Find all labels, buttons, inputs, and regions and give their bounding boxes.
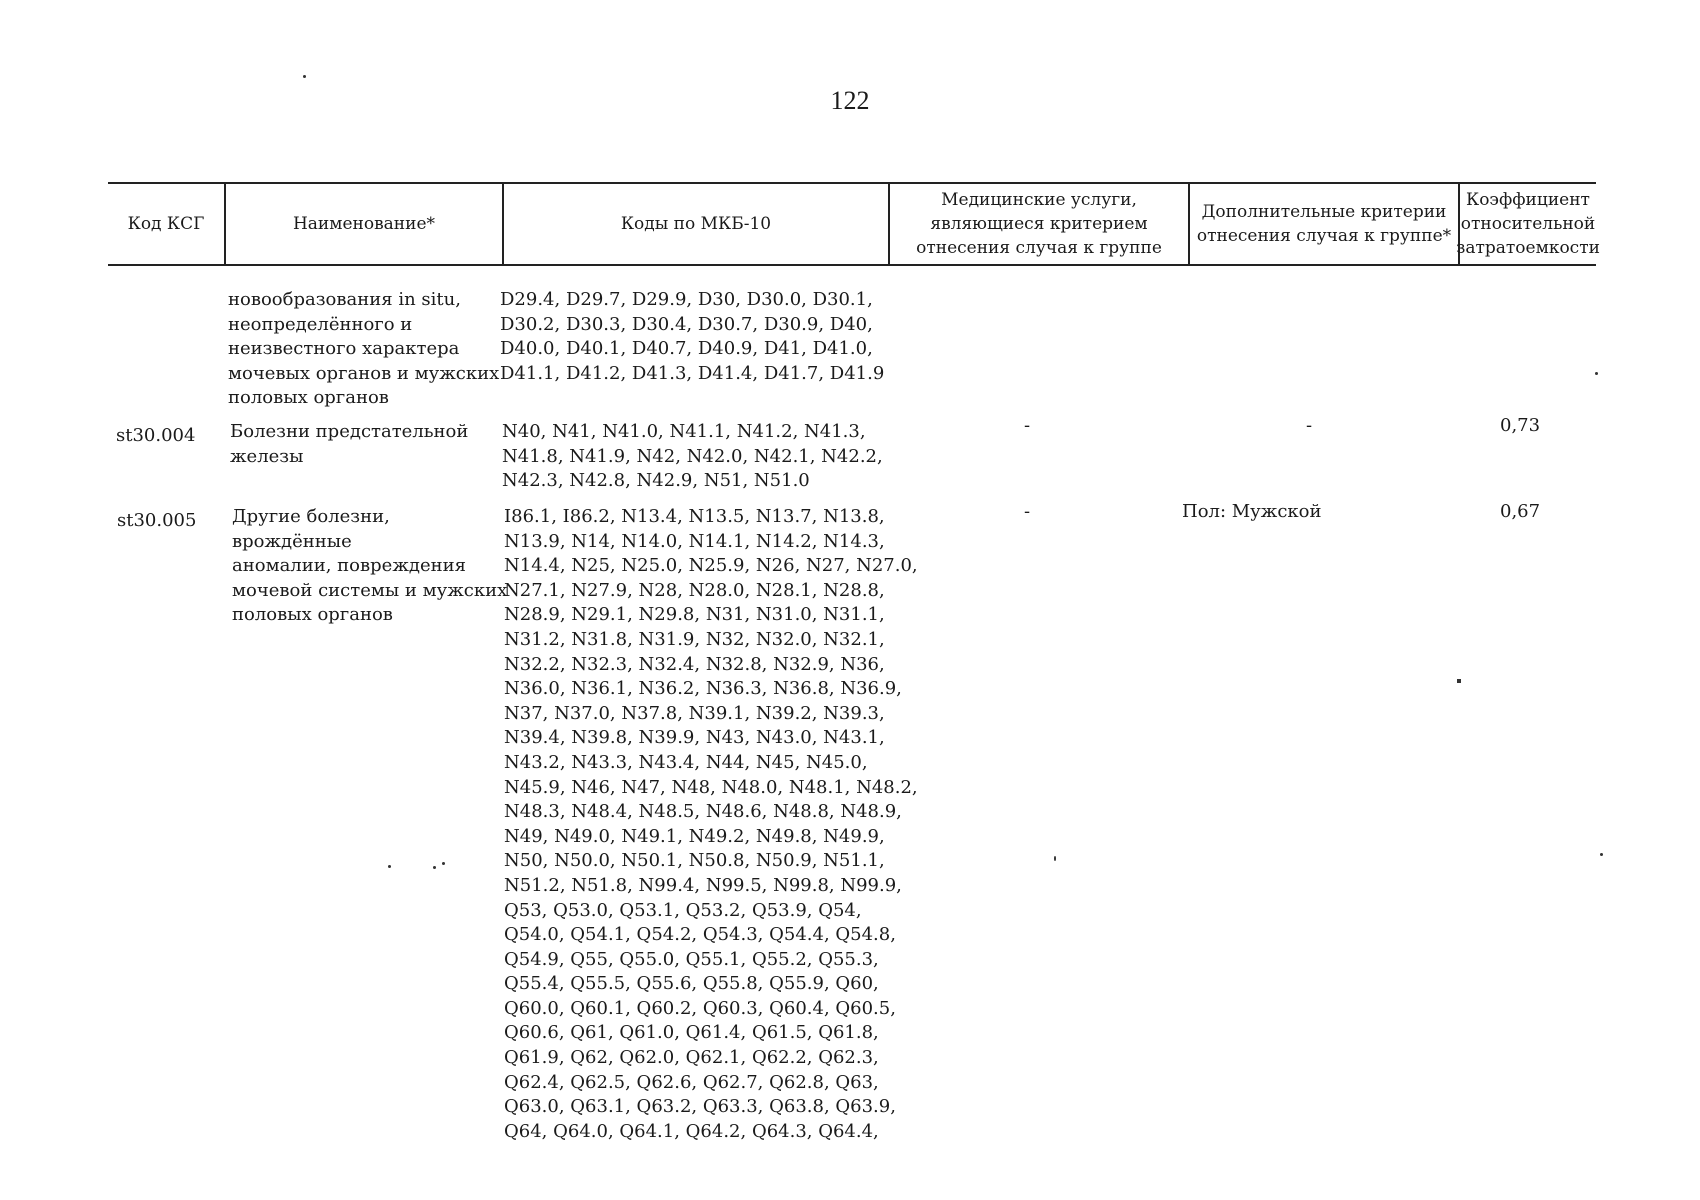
icd-line: N36.0, N36.1, N36.2, N36.3, N36.8, N36.9, (504, 678, 902, 700)
row-services: - (1024, 415, 1031, 436)
scan-speck (442, 862, 445, 865)
row-icd-codes (502, 420, 902, 494)
icd-line: Q54.9, Q55, Q55.0, Q55.1, Q55.2, Q55.3, (504, 948, 879, 970)
scan-speck (1595, 372, 1598, 375)
icd-line: N49, N49.0, N49.1, N49.2, N49.8, N49.9, (504, 825, 885, 847)
header-coefficient: Коэффициент относительной затратоемкости (1456, 190, 1600, 258)
row-code: st30.004 (116, 425, 196, 446)
header-services: Медицинские услуги, являющиеся критерием отнесения случая к группе (916, 190, 1162, 258)
table-header (108, 182, 1600, 266)
icd-line: Q61.9, Q62, Q62.0, Q62.1, Q62.2, Q62.3, (504, 1047, 879, 1069)
row-name (230, 420, 510, 469)
icd-line: N32.2, N32.3, N32.4, N32.8, N32.9, N36, (504, 653, 885, 675)
icd-line: N50, N50.0, N50.1, N50.8, N50.9, N51.1, (504, 850, 885, 872)
icd-line: D29.4, D29.7, D29.9, D30, D30.0, D30.1, (500, 289, 873, 310)
row-criteria: - (1306, 415, 1313, 436)
name-line: мочевых органов и мужских (228, 362, 500, 384)
row-criteria: Пол: Мужской (1182, 501, 1322, 522)
row-icd-codes (504, 505, 918, 1144)
row-icd-codes (500, 288, 900, 386)
icd-line: D41.1, D41.2, D41.3, D41.4, D41.7, D41.9 (500, 362, 885, 384)
icd-line: N39.4, N39.8, N39.9, N43, N43.0, N43.1, (504, 727, 885, 749)
icd-line: D30.2, D30.3, D30.4, D30.7, D30.9, D40, (500, 313, 873, 335)
icd-line: N28.9, N29.1, N29.8, N31, N31.0, N31.1, (504, 604, 885, 626)
page-number: 122 (830, 86, 870, 115)
row-name (232, 505, 512, 628)
scan-speck (433, 866, 436, 869)
icd-line: Q62.4, Q62.5, Q62.6, Q62.7, Q62.8, Q63, (504, 1071, 879, 1093)
name-line: аномалии, повреждения (232, 555, 466, 577)
scan-speck (388, 865, 391, 868)
scan-speck (1600, 853, 1603, 856)
name-line: железы (230, 445, 304, 467)
row-name (228, 288, 508, 411)
icd-line: N40, N41, N41.0, N41.1, N41.2, N41.3, (502, 421, 866, 442)
row-code: st30.005 (117, 510, 197, 531)
header-icd: Коды по МКБ-10 (620, 214, 772, 234)
name-line: неопределённого и (228, 313, 413, 335)
header-name: Наименование* (292, 214, 436, 234)
icd-line: Q64, Q64.0, Q64.1, Q64.2, Q64.3, Q64.4, (504, 1120, 879, 1142)
name-line: мочевой системы и мужских (232, 579, 508, 601)
icd-line: Q63.0, Q63.1, Q63.2, Q63.3, Q63.8, Q63.9, (504, 1096, 896, 1118)
icd-line: I86.1, I86.2, N13.4, N13.5, N13.7, N13.8, (504, 506, 885, 527)
name-line: половых органов (228, 387, 389, 409)
row-coefficient: 0,67 (1500, 501, 1541, 522)
icd-line: N51.2, N51.8, N99.4, N99.5, N99.8, N99.9, (504, 874, 902, 896)
icd-line: N13.9, N14, N14.0, N14.1, N14.2, N14.3, (504, 530, 885, 552)
icd-line: Q53, Q53.0, Q53.1, Q53.2, Q53.9, Q54, (504, 899, 862, 921)
icd-line: N27.1, N27.9, N28, N28.0, N28.1, N28.8, (504, 579, 885, 601)
icd-line: D40.0, D40.1, D40.7, D40.9, D41, D41.0, (500, 338, 873, 360)
icd-line: Q60.6, Q61, Q61.0, Q61.4, Q61.5, Q61.8, (504, 1022, 879, 1044)
row-services: - (1024, 501, 1031, 522)
icd-line: Q60.0, Q60.1, Q60.2, Q60.3, Q60.4, Q60.5, (504, 997, 896, 1019)
icd-line: N48.3, N48.4, N48.5, N48.6, N48.8, N48.9, (504, 801, 902, 823)
icd-line: N43.2, N43.3, N43.4, N44, N45, N45.0, (504, 751, 868, 773)
icd-line: N41.8, N41.9, N42, N42.0, N42.1, N42.2, (502, 445, 883, 467)
name-line: Другие болезни, врождённые (232, 506, 390, 552)
scan-speck (303, 75, 306, 78)
scan-speck (1457, 679, 1461, 683)
icd-line: Q55.4, Q55.5, Q55.6, Q55.8, Q55.9, Q60, (504, 973, 879, 995)
header-criteria: Дополнительные критерии отнесения случая к группе* (1196, 202, 1452, 246)
header-code: Код КСГ (127, 214, 205, 234)
icd-line: Q54.0, Q54.1, Q54.2, Q54.3, Q54.4, Q54.8, (504, 924, 896, 946)
icd-line: N37, N37.0, N37.8, N39.1, N39.2, N39.3, (504, 702, 885, 724)
icd-line: N31.2, N31.8, N31.9, N32, N32.0, N32.1, (504, 628, 885, 650)
row-coefficient: 0,73 (1500, 415, 1541, 436)
name-line: новообразования in situ, (228, 289, 461, 310)
name-line: неизвестного характера (228, 338, 460, 360)
icd-line: N45.9, N46, N47, N48, N48.0, N48.1, N48.2, (504, 776, 918, 798)
icd-line: N14.4, N25, N25.0, N25.9, N26, N27, N27.0, (504, 555, 918, 577)
name-line: половых органов (232, 604, 393, 626)
scan-speck (1054, 856, 1056, 861)
icd-line: N42.3, N42.8, N42.9, N51, N51.0 (502, 470, 810, 492)
name-line: Болезни предстательной (230, 421, 469, 442)
